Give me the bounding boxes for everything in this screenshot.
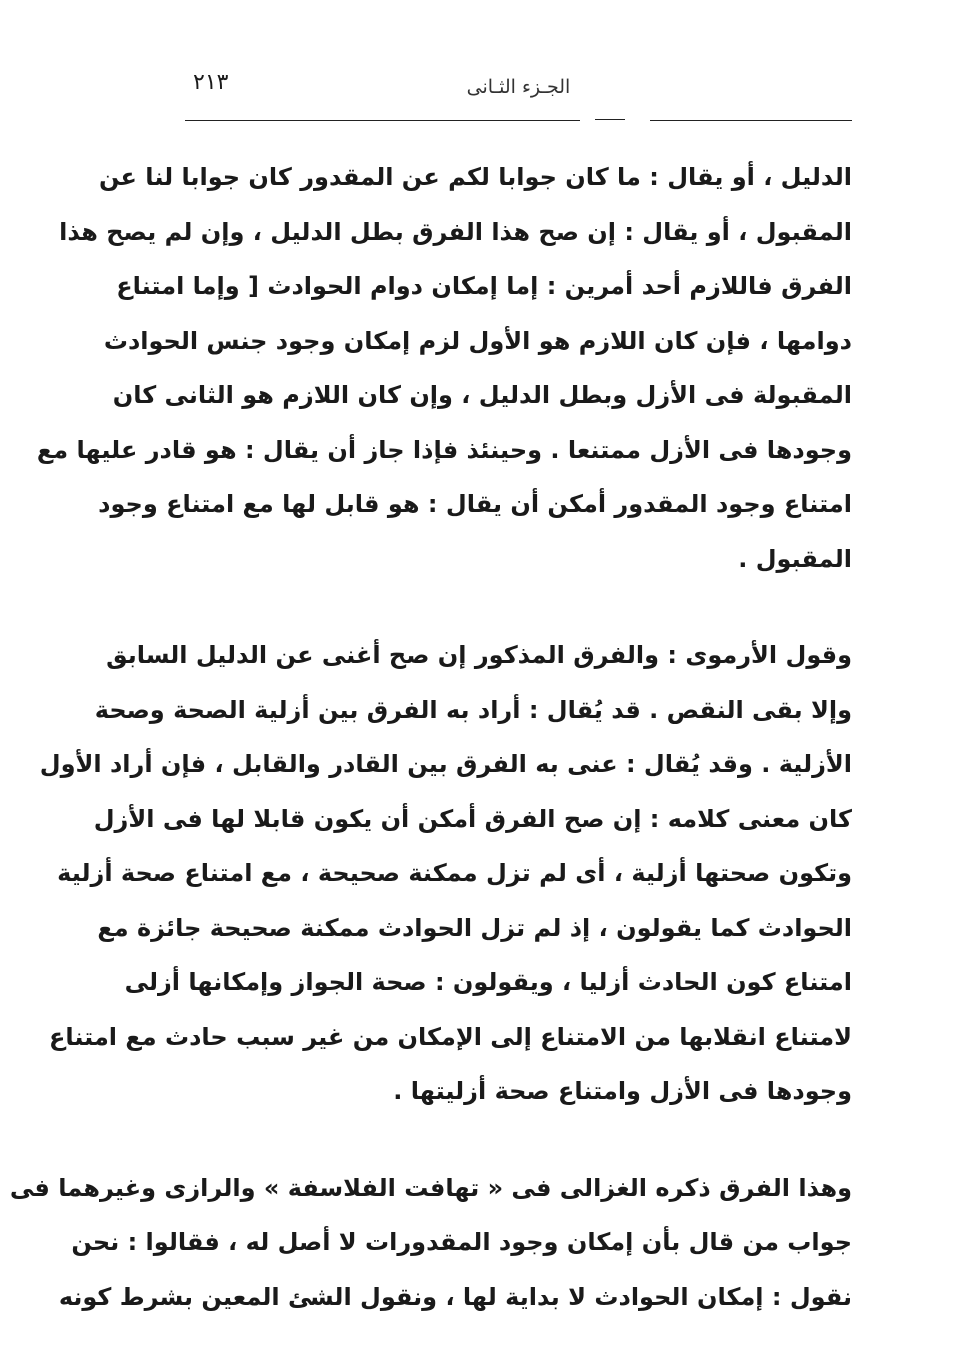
text-line: المقبول .	[738, 544, 852, 573]
text-line: امتناع كون الحادث أزليا ، ويقولون : صحة الجواز وإمكانها أزلى	[124, 968, 852, 996]
text-line: جواب من قال بأن إمكان وجود المقدورات لا أصل له ، فقالوا : نحن	[71, 1228, 852, 1256]
running-head: الجـزء الثـانى	[466, 76, 571, 98]
text-line: الدليل ، أو يقال : ما كان جوابا لكم عن المقدور كان جوابا لنا عن	[98, 163, 852, 191]
paragraph	[9, 1161, 852, 1325]
text-line: المقبول ، أو يقال : إن صح هذا الفرق بطل الدليل ، وإن لم يصح هذا	[59, 217, 852, 246]
paragraph	[39, 628, 852, 1119]
page-header	[185, 62, 852, 112]
text-line: لامتناع انقلابها من الامتناع إلى الإمكان من غير سبب حادث مع امتناع	[48, 1022, 852, 1051]
header-rule-ornament	[595, 119, 625, 120]
text-line: المقبولة فى الأزل وبطل الدليل ، وإن كان اللازم هو الثانى كان	[112, 381, 852, 409]
text-line: الأزلية . وقد يُقال : عنى به الفرق بين القادر والقابل ، فإن أراد الأول	[39, 750, 852, 778]
text-line: وجودها فى الأزل ممتنعا . وحينئذ فإذا جاز أن يقال : هو قادر عليها مع	[36, 435, 852, 464]
text-line: نقول : إمكان الحوادث لا بداية لها ، ونقول الشئ المعين بشرط كونه	[58, 1282, 852, 1311]
text-line: وإلا بقى النقص . قد يُقال : أراد به الفرق بين أزلية الصحة وصحة	[94, 695, 852, 724]
text-line: كان معنى كلامه : إن صح الفرق أمكن أن يكون قابلا لها فى الأزل	[93, 804, 852, 833]
header-rule	[185, 120, 852, 121]
text-line: امتناع وجود المقدور أمكن أن يقال : هو قابل لها مع امتناع وجود	[98, 490, 852, 518]
text-line: وتكون صحتها أزلية ، أى لم تزل ممكنة صحيحة ، مع امتناع صحة أزلية	[57, 859, 852, 887]
text-line: الفرق فاللازم أحد أمرين : إما إمكان دوام الحوادث [ وإما امتناع	[116, 272, 852, 300]
paragraph	[36, 150, 852, 586]
text-line: وهذا الفرق ذكره الغزالى فى « تهافت الفلاسفة » والرازى وغيرهما فى	[9, 1173, 852, 1202]
page-number: ٢١٣	[193, 70, 229, 95]
text-line: الحوادث كما يقولون ، إذ لم تزل الحوادث ممكنة صحيحة جائزة مع	[97, 913, 852, 942]
text-line: دوامها ، فإن كان اللازم هو الأول لزم إمكان وجود جنس الحوادث	[103, 326, 852, 355]
text-line: وجودها فى الأزل وامتناع صحة أزليتها .	[393, 1077, 852, 1105]
text-line: وقول الأرموى : والفرق المذكور إن صح أغنى عن الدليل السابق	[106, 641, 852, 669]
text-body	[9, 150, 852, 1324]
